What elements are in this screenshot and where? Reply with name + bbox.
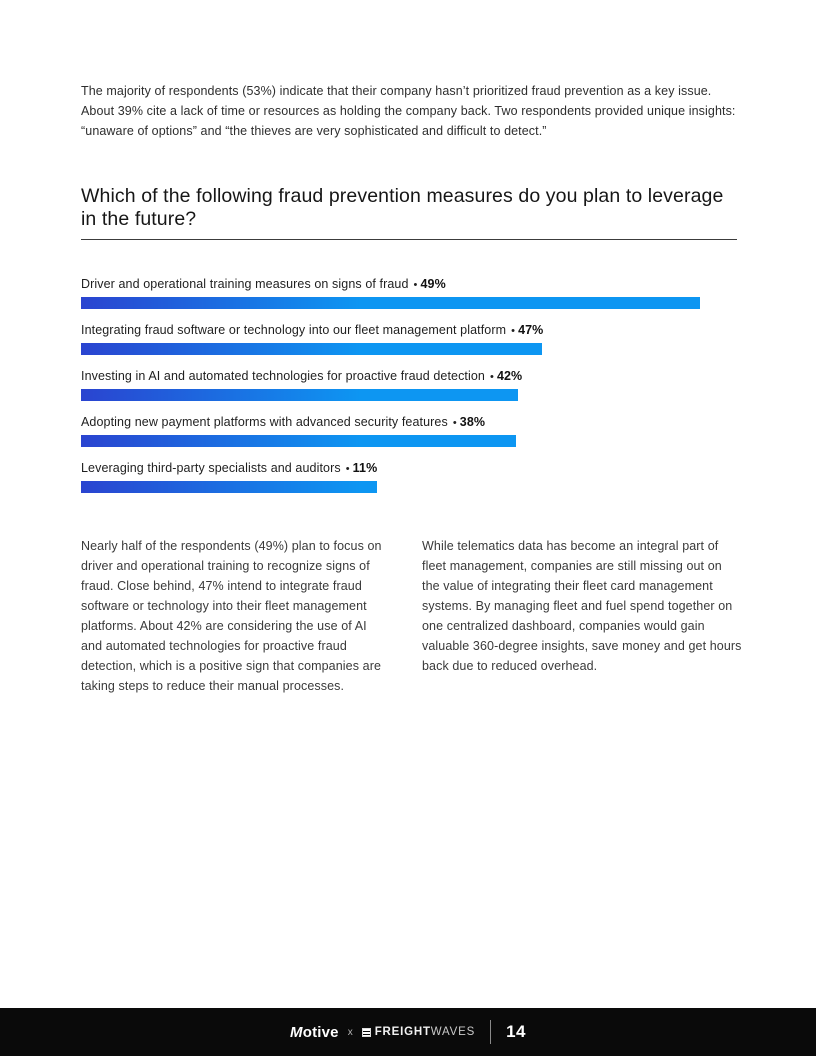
heading-divider bbox=[81, 239, 737, 240]
bar-label-text: Adopting new payment platforms with advanced security features bbox=[81, 415, 448, 429]
brand-separator: x bbox=[347, 1026, 353, 1038]
bar-track bbox=[81, 435, 737, 447]
bar-track bbox=[81, 389, 737, 401]
bar-label-text: Leveraging third-party specialists and auditors bbox=[81, 461, 341, 475]
bar-chart bbox=[81, 276, 737, 506]
bar-value: 11% bbox=[352, 461, 378, 475]
motive-logo-m: M bbox=[290, 1023, 303, 1041]
freightwaves-logo-bold: FREIGHT bbox=[374, 1026, 431, 1038]
bar-bullet: • bbox=[489, 371, 494, 383]
bar-chart-row bbox=[81, 414, 737, 447]
bar-bullet: • bbox=[452, 417, 457, 429]
bar-value: 38% bbox=[459, 415, 486, 429]
bar bbox=[81, 435, 516, 447]
bar-track bbox=[81, 343, 737, 355]
page-number: 14 bbox=[506, 1022, 526, 1041]
bar-chart-row bbox=[81, 460, 737, 493]
motive-logo bbox=[290, 1024, 339, 1041]
bar-chart-row bbox=[81, 322, 737, 355]
freightwaves-logo-light: WAVES bbox=[430, 1026, 476, 1038]
bar-chart-row bbox=[81, 368, 737, 401]
bar-value: 47% bbox=[518, 323, 544, 337]
bar-track bbox=[81, 297, 737, 309]
freightwaves-logo bbox=[362, 1026, 475, 1038]
bar-value: 42% bbox=[496, 369, 523, 383]
bar-label-text: Driver and operational training measures on signs of fraud bbox=[81, 277, 409, 291]
body-column-right: While telematics data has become an integral part of fleet management, companies are still missing out on the value of integrating their fleet card management systems. By managing fleet and fuel spend together on one centralized dashboard, companies would gain valuable 360-degree insights, save money and get hours back due to reduced overhead. bbox=[422, 539, 742, 673]
bar-label bbox=[81, 276, 737, 294]
bar bbox=[81, 481, 377, 493]
bar-bullet: • bbox=[345, 463, 350, 475]
bar-label bbox=[81, 368, 737, 386]
bar bbox=[81, 297, 700, 309]
bar-label-text: Integrating fraud software or technology into our fleet management platform bbox=[81, 323, 507, 337]
page-footer bbox=[0, 1008, 816, 1056]
bar bbox=[81, 389, 518, 401]
bar-bullet: • bbox=[511, 325, 516, 337]
bar-chart-row bbox=[81, 276, 737, 309]
bar bbox=[81, 343, 542, 355]
freightwaves-icon bbox=[362, 1028, 371, 1037]
bar-label bbox=[81, 414, 737, 432]
footer-divider bbox=[490, 1020, 491, 1044]
section-heading: Which of the following fraud prevention measures do you plan to leverage in the future? bbox=[81, 185, 724, 230]
bar-value: 49% bbox=[420, 277, 446, 291]
bar-label bbox=[81, 460, 737, 478]
bar-bullet: • bbox=[413, 279, 418, 291]
body-column-left: Nearly half of the respondents (49%) plan to focus on driver and operational training to recognize signs of fraud. Close behind, 47% intend to integrate fraud software or technology into their fleet management platforms. About 42% are considering the use of AI and automated technologies for proactive fraud detection, which is a positive sign that companies are taking steps to reduce their manual processes. bbox=[81, 539, 382, 693]
intro-paragraph: The majority of respondents (53%) indicate that their company hasn’t prioritized fraud prevention as a key issue. About 39% cite a lack of time or resources as holding the company back. Two respondents provided unique insights: “unaware of options” and “the thieves are very sophisticated and difficult to detect.” bbox=[81, 84, 736, 138]
bar-label-text: Investing in AI and automated technologies for proactive fraud detection bbox=[81, 369, 485, 383]
motive-logo-rest: otive bbox=[302, 1023, 339, 1041]
bar-track bbox=[81, 481, 737, 493]
bar-label bbox=[81, 322, 737, 340]
